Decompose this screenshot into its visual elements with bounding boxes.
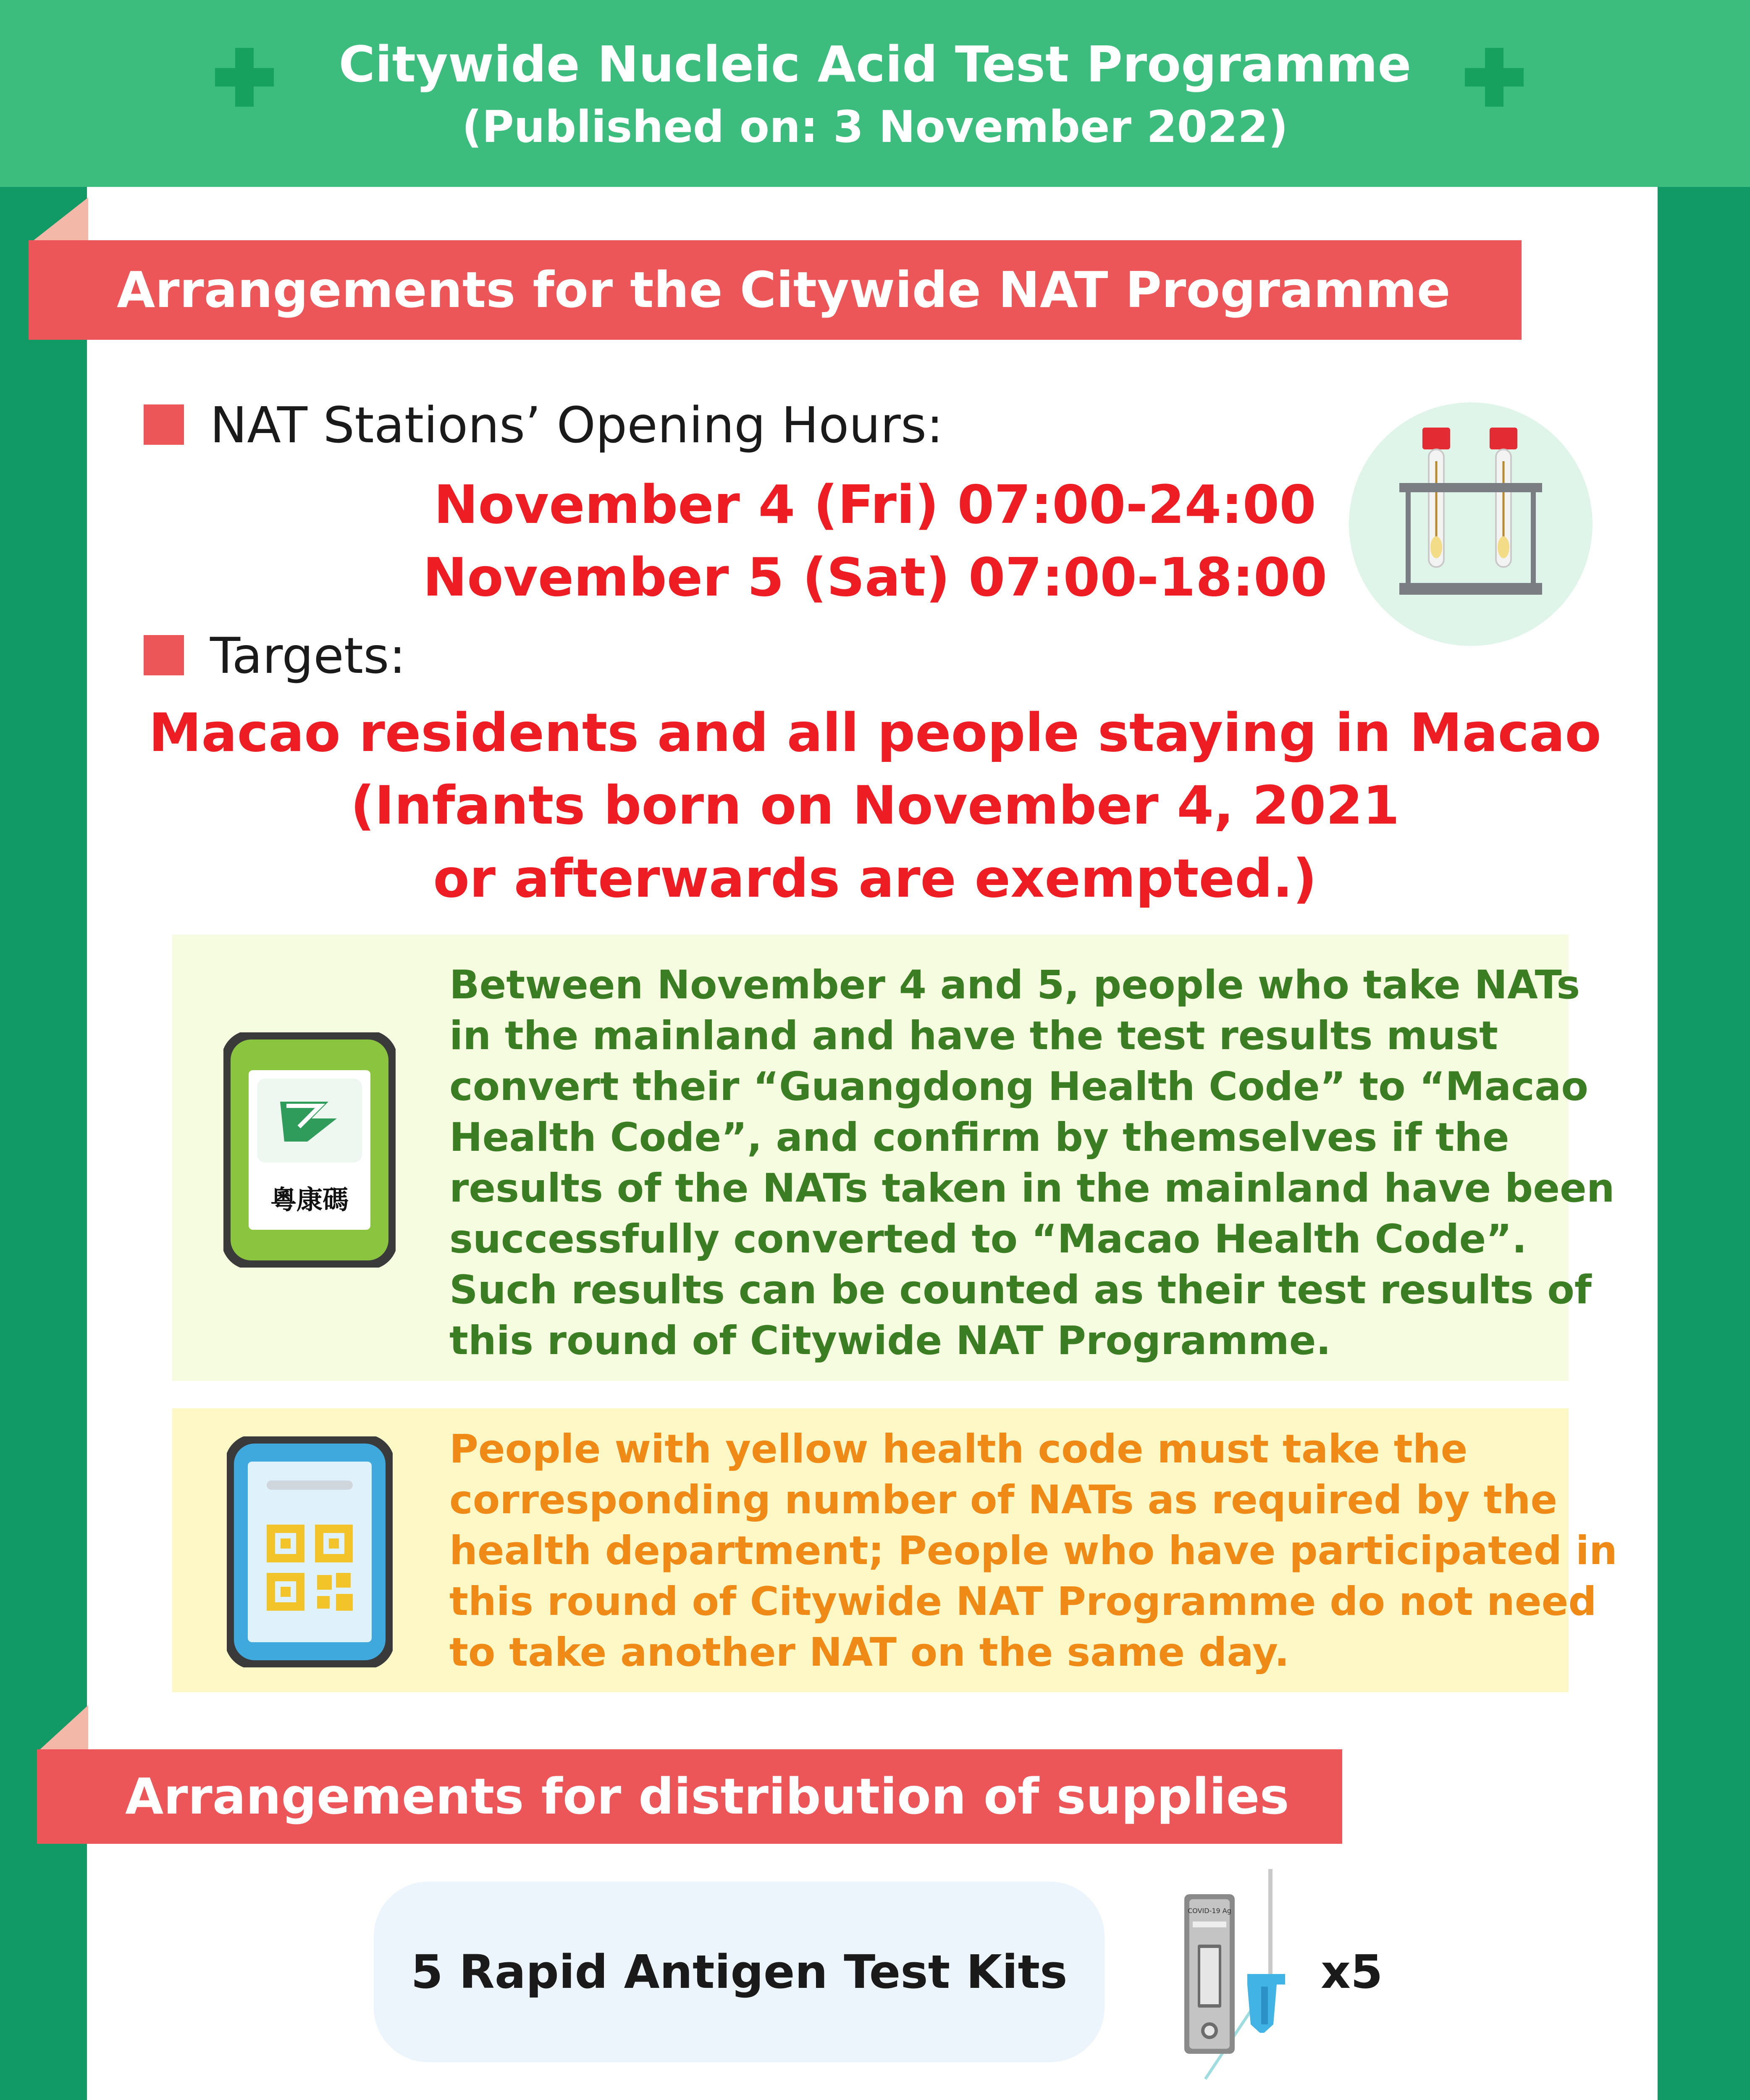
text-line: convert their “Guangdong Health Code” to “Macao (449, 1064, 1588, 1110)
text-line: corresponding number of NATs as required by the (449, 1477, 1558, 1523)
text-line: results of the NATs taken in the mainland have been (449, 1166, 1615, 1211)
opening-hours-label: NAT Stations’ Opening Hours: (210, 396, 944, 454)
section2-heading (37, 1749, 1342, 1844)
opening-hours-1: November 4 (Fri) 07:00-24:00 (434, 474, 1316, 536)
antigen-test-kit-icon (1180, 1865, 1302, 2083)
section1-heading-text: Arrangements for the Citywide NAT Programme (117, 261, 1451, 319)
text-line: this round of Citywide NAT Programme do not need (449, 1579, 1597, 1625)
text-line: this round of Citywide NAT Programme. (449, 1318, 1331, 1364)
opening-hours-2: November 5 (Sat) 07:00-18:00 (422, 546, 1328, 608)
section1-heading (29, 240, 1522, 340)
phone-health-code-app-icon (223, 1032, 396, 1268)
text-line: successfully converted to “Macao Health Code”. (449, 1216, 1527, 1262)
page-title: Citywide Nucleic Acid Test Programme (338, 35, 1412, 93)
section2-heading-text: Arrangements for distribution of supplies (125, 1767, 1289, 1825)
kit-device-label: COVID-19 Ag (1188, 1907, 1231, 1915)
yellow-code-text (449, 1424, 1617, 1678)
targets-line-1: Macao residents and all people staying in Macao (149, 702, 1601, 764)
targets-line-3: or afterwards are exempted.) (433, 848, 1317, 909)
app-label: 粵康碼 (270, 1184, 349, 1215)
published-date: (Published on: 3 November 2022) (462, 101, 1288, 152)
test-tube-rack-icon (1349, 402, 1593, 646)
ribbon-fold-1 (25, 197, 92, 244)
phone-qr-code-icon (227, 1436, 393, 1667)
targets-line-2: (Infants born on November 4, 2021 (350, 774, 1400, 836)
text-line: health department; People who have participated in (449, 1528, 1617, 1574)
targets-label: Targets: (210, 627, 406, 685)
header-banner (0, 0, 1750, 187)
text-line: to take another NAT on the same day. (449, 1630, 1290, 1675)
text-line: People with yellow health code must take the (449, 1426, 1468, 1472)
kit-multiplier: x5 (1321, 1945, 1383, 1999)
antigen-kit-label: 5 Rapid Antigen Test Kits (374, 1882, 1105, 2062)
mainland-nat-text (449, 960, 1615, 1366)
text-line: Such results can be counted as their test results of (449, 1267, 1592, 1313)
bullet-square (144, 404, 184, 445)
text-line: Health Code”, and confirm by themselves if the (449, 1115, 1509, 1160)
text-line: Between November 4 and 5, people who take NATs (449, 962, 1580, 1008)
ribbon-fold-2 (34, 1705, 97, 1751)
swaddled-infant-icon (126, 2092, 302, 2100)
bullet-square (144, 635, 184, 675)
text-line: in the mainland and have the test results must (449, 1013, 1498, 1059)
